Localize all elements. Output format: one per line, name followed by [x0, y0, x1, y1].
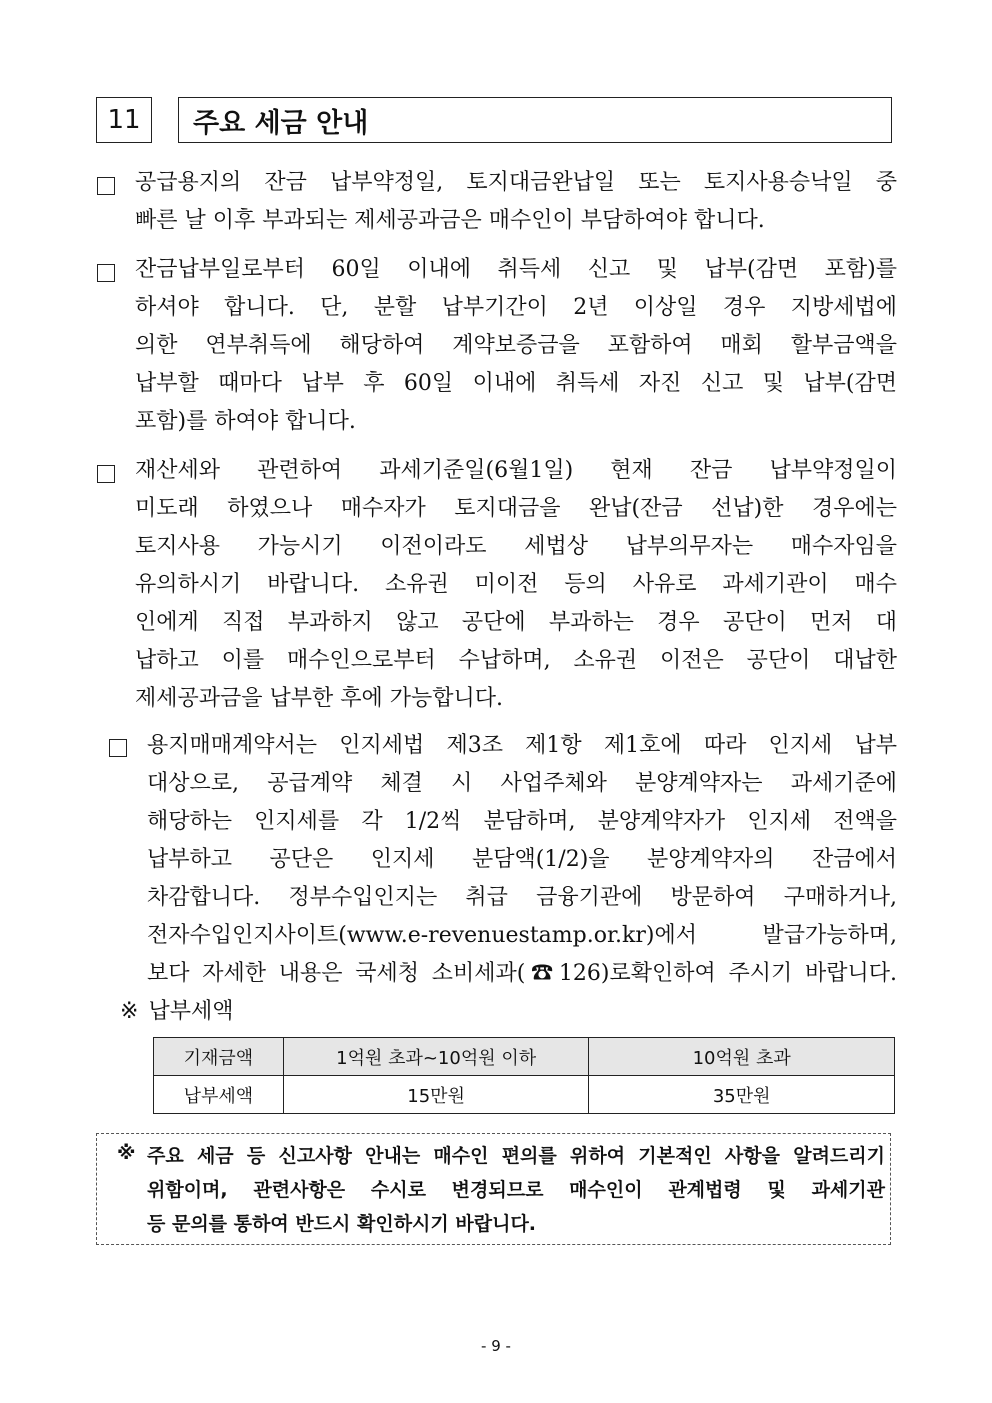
paragraph-3 [135, 452, 897, 718]
text-line: 의한 연부취득에 해당하여 계약보증금을 포함하여 매회 할부금액을 [135, 333, 897, 358]
text-line: 전자수입인지사이트(www.e-revenuestamp.or.kr)에서 발급가능하며, [147, 923, 897, 948]
checkbox-icon [97, 465, 115, 483]
text-line: 납하고 이를 매수인으로부터 수납하며, 소유권 이전은 공단이 대납한 [135, 648, 897, 673]
paragraph-1 [135, 164, 897, 240]
text-line: 보다 자세한 내용은 국세청 소비세과(☎126)로확인하여 주시기 바랍니다. [147, 961, 897, 986]
text-line: 차감합니다. 정부수입인지는 취급 금융기관에 방문하여 구매하거나, [147, 885, 897, 910]
reference-mark-icon: ※ [120, 999, 139, 1024]
table-cell: 15만원 [283, 1076, 589, 1114]
section-title: 주요 세금 안내 [178, 97, 892, 143]
checkbox-icon [109, 739, 127, 757]
text-line: 포함)를 하여야 합니다. [135, 409, 356, 434]
text-line: 납부하고 공단은 인지세 분담액(1/2)을 분양계약자의 잔금에서 [147, 847, 897, 872]
reference-mark-icon: ※ [117, 1142, 136, 1164]
paragraph-2 [135, 251, 897, 441]
text-line: 하셔야 합니다. 단, 분할 납부기간이 2년 이상일 경우 지방세법에 [135, 295, 897, 320]
table-row [154, 1076, 895, 1114]
notice-box [96, 1133, 891, 1245]
text-line: 납부할 때마다 납부 후 60일 이내에 취득세 자진 신고 및 납부(감면 [135, 371, 897, 396]
page-number: - 9 - [481, 1337, 511, 1355]
text-line: 토지사용 가능시기 이전이라도 세법상 납부의무자는 매수자임을 [135, 534, 897, 559]
text-line: 잔금납부일로부터 60일 이내에 취득세 신고 및 납부(감면 포함)를 [135, 257, 897, 282]
notice-line: 위함이며, 관련사항은 수시로 변경되므로 매수인이 관계법령 및 과세기관 [147, 1179, 885, 1201]
section-number: 11 [96, 97, 152, 143]
table-cell: 35만원 [589, 1076, 895, 1114]
checkbox-icon [97, 177, 115, 195]
text-line: 공급용지의 잔금 납부약정일, 토지대금완납일 또는 토지사용승낙일 중 [135, 170, 897, 195]
table-header-cell: 기재금액 [154, 1038, 284, 1076]
text-line: 용지매매계약서는 인지세법 제3조 제1항 제1호에 따라 인지세 납부 [147, 733, 897, 758]
table-cell: 납부세액 [154, 1076, 284, 1114]
notice-line: 주요 세금 등 신고사항 안내는 매수인 편의를 위하여 기본적인 사항을 알려드리기 [147, 1145, 885, 1167]
text-line: 해당하는 인지세를 각 1/2씩 분담하며, 분양계약자가 인지세 전액을 [147, 809, 897, 834]
table-header-cell: 1억원 초과~10억원 이하 [283, 1038, 589, 1076]
notice-line: 등 문의를 통하여 반드시 확인하시기 바랍니다. [147, 1213, 537, 1235]
text-line: 유의하시기 바랍니다. 소유권 미이전 등의 사유로 과세기관이 매수 [135, 572, 897, 597]
note-label [120, 994, 233, 1025]
note-label-text: 납부세액 [148, 999, 234, 1024]
text-line: 빠른 날 이후 부과되는 제세공과금은 매수인이 부담하여야 합니다. [135, 208, 765, 233]
text-line: 인에게 직접 부과하지 않고 공단에 부과하는 경우 공단이 먼저 대 [135, 610, 897, 635]
text-line: 대상으로, 공급계약 체결 시 사업주체와 분양계약자는 과세기준에 [147, 771, 897, 796]
paragraph-4 [147, 727, 897, 993]
text-line: 미도래 하였으나 매수자가 토지대금을 완납(잔금 선납)한 경우에는 [135, 496, 897, 521]
text-line: 재산세와 관련하여 과세기준일(6월1일) 현재 잔금 납부약정일이 [135, 458, 897, 483]
text-line: 제세공과금을 납부한 후에 가능합니다. [135, 686, 504, 711]
table-header-cell: 10억원 초과 [589, 1038, 895, 1076]
table-header-row [154, 1038, 895, 1076]
checkbox-icon [97, 264, 115, 282]
tax-table [153, 1037, 895, 1114]
